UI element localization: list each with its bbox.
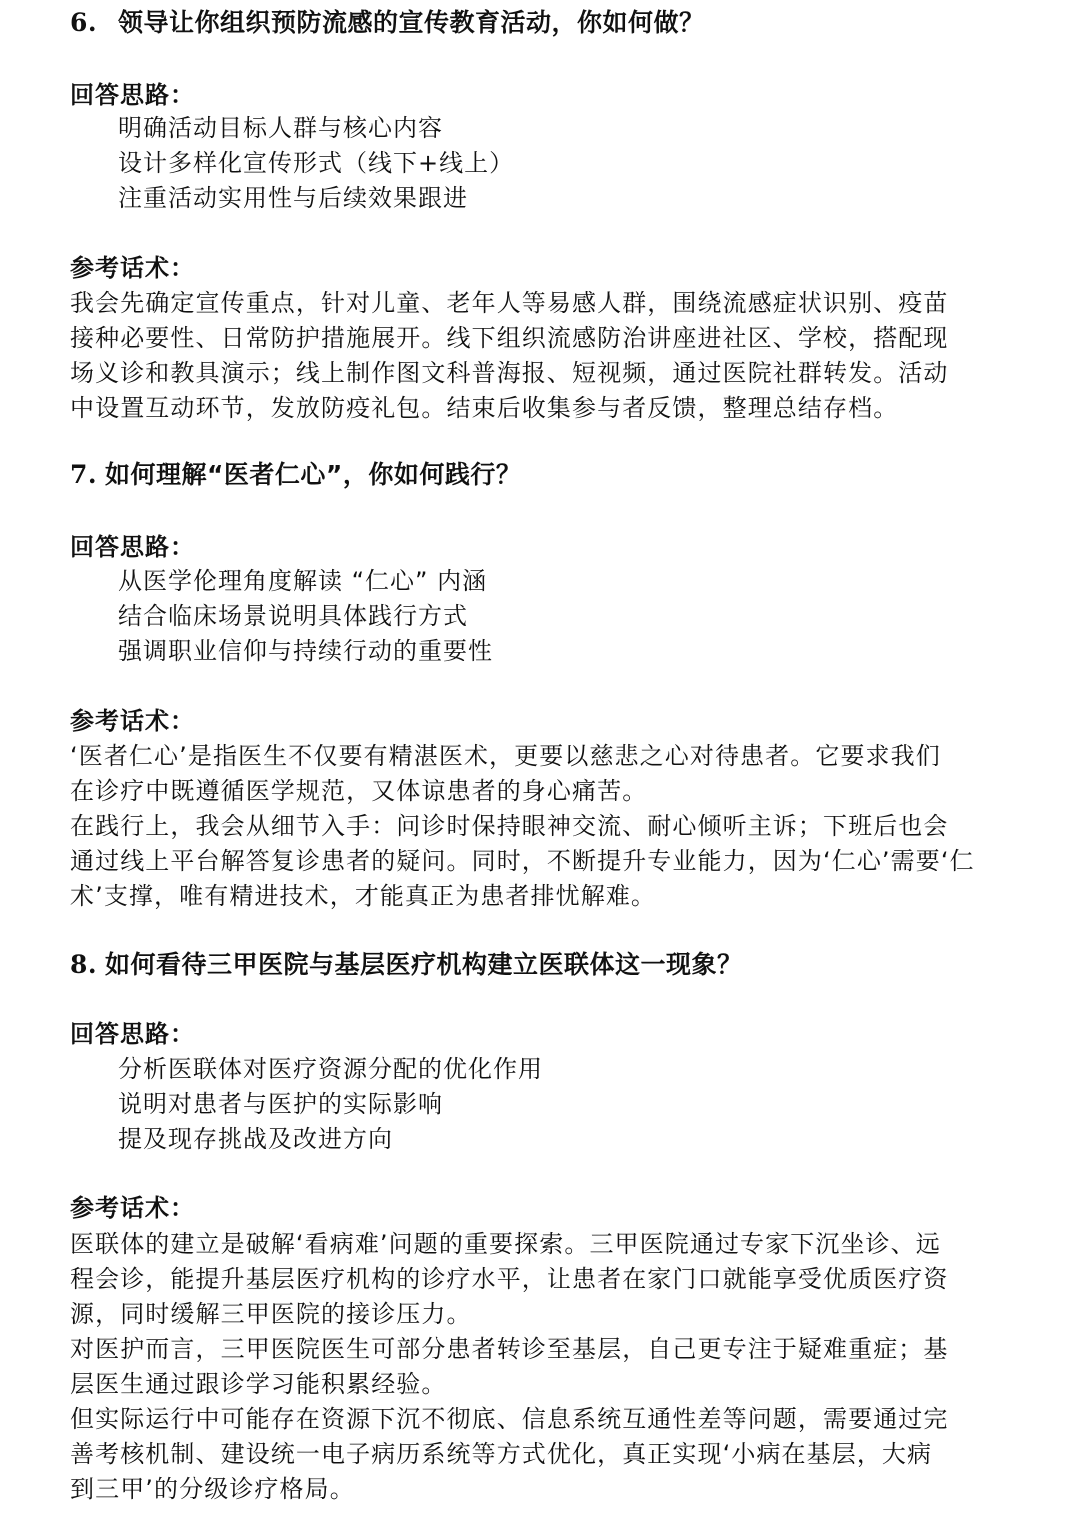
question-6-thinking-item: 注重活动实用性与后续效果跟进 [118,184,468,212]
question-6-thinking-item: 明确活动目标人群与核心内容 [118,114,443,142]
question-7-thinking-item: 结合临床场景说明具体践行方式 [118,602,468,630]
question-8-answer-line: 源，同时缓解三甲医院的接诊压力。 [70,1300,472,1328]
question-8-answer-line: 程会诊，能提升基层医疗机构的诊疗水平，让患者在家门口就能享受优质医疗资 [70,1265,949,1293]
question-6-text: 领导让你组织预防流感的宣传教育活动，你如何做？ [118,8,705,37]
question-8-answer-label: 参考话术： [70,1194,195,1222]
question-7-answer-line: 术’支撑，唯有精进技术，才能真正为患者排忧解难。 [70,882,657,910]
question-8-number: 8. [70,950,98,979]
question-7-thinking-item: 从医学伦理角度解读 “仁心” 内涵 [118,567,488,595]
question-8-thinking-item: 分析医联体对医疗资源分配的优化作用 [118,1055,543,1083]
question-7-thinking-item: 强调职业信仰与持续行动的重要性 [118,637,493,665]
question-8-answer-line: 层医生通过跟诊学习能积累经验。 [70,1370,447,1398]
question-7-number: 7. [70,460,98,489]
question-7-text: 如何理解“医者仁心”，你如何践行？ [105,460,522,489]
question-6-answer-line: 中设置互动环节，发放防疫礼包。结束后收集参与者反馈，整理总结存档。 [70,394,899,422]
question-8-thinking-item: 提及现存挑战及改进方向 [118,1125,393,1153]
question-7-answer-line: ‘医者仁心’是指医生不仅要有精湛医术，更要以慈悲之心对待患者。它要求我们 [70,742,941,770]
question-6-number: 6. [70,8,98,37]
question-6-thinking-label: 回答思路： [70,81,195,109]
question-8-answer-line: 医联体的建立是破解‘看病难’问题的重要探索。三甲医院通过专家下沉坐诊、远 [70,1230,941,1258]
question-8-thinking-item: 说明对患者与医护的实际影响 [118,1090,443,1118]
question-6-answer-line: 我会先确定宣传重点，针对儿童、老年人等易感人群，围绕流感症状识别、疫苗 [70,289,949,317]
question-8-answer-line: 但实际运行中可能存在资源下沉不彻底、信息系统互通性差等问题，需要通过完 [70,1405,949,1433]
question-7-answer-line: 通过线上平台解答复诊患者的疑问。同时，不断提升专业能力，因为‘仁心’需要‘仁 [70,847,975,875]
question-7-answer-line: 在诊疗中既遵循医学规范，又体谅患者的身心痛苦。 [70,777,648,805]
question-8-answer-line: 到三甲’的分级诊疗格局。 [70,1475,355,1503]
question-7-thinking-label: 回答思路： [70,533,195,561]
question-6-answer-line: 场义诊和教具演示；线上制作图文科普海报、短视频，通过医院社群转发。活动 [70,359,949,387]
question-8-title [70,950,743,980]
question-8-answer-line: 对医护而言，三甲医院医生可部分患者转诊至基层，自己更专注于疑难重症；基 [70,1335,949,1363]
question-7-answer-label: 参考话术： [70,707,195,735]
question-8-text: 如何看待三甲医院与基层医疗机构建立医联体这一现象？ [105,950,743,979]
question-7-title [70,460,521,490]
question-7-answer-line: 在践行上，我会从细节入手：问诊时保持眼神交流、耐心倾听主诉；下班后也会 [70,812,949,840]
question-6-thinking-item: 设计多样化宣传形式（线下+线上） [118,149,515,177]
question-6-title [70,8,705,38]
question-6-answer-label: 参考话术： [70,254,195,282]
question-8-thinking-label: 回答思路： [70,1020,195,1048]
question-6-answer-line: 接种必要性、日常防护措施展开。线下组织流感防治讲座进社区、学校，搭配现 [70,324,949,352]
question-8-answer-line: 善考核机制、建设统一电子病历系统等方式优化，真正实现‘小病在基层，大病 [70,1440,933,1468]
